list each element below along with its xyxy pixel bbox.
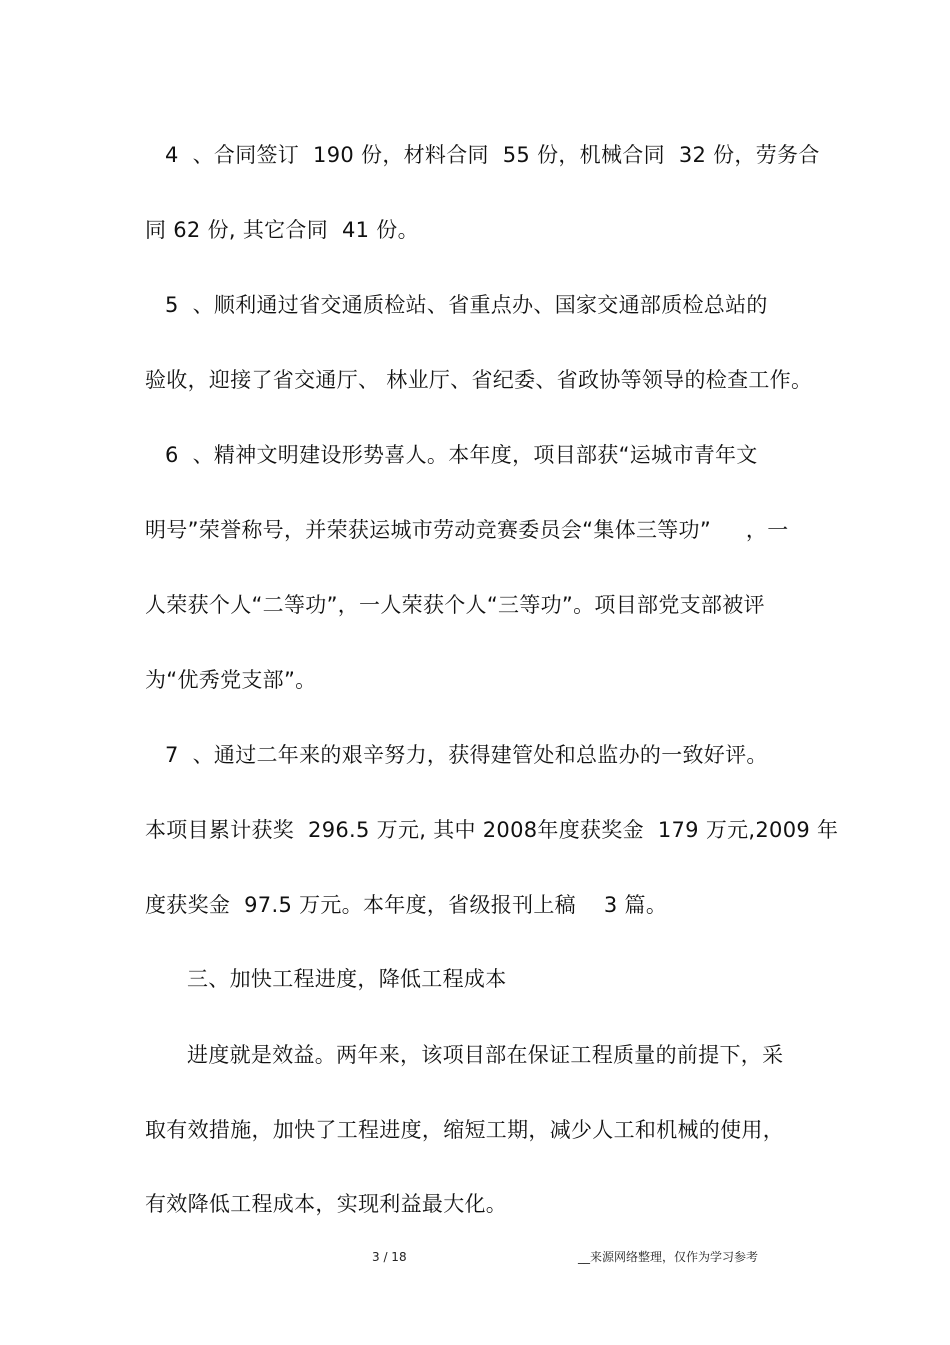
body-line: 进度就是效益。两年来，该项目部在保证工程质量的前提下，采 bbox=[187, 1043, 784, 1067]
body-line: 5 、顺利通过省交通质检站、省重点办、国家交通部质检总站的 bbox=[165, 293, 768, 317]
body-line: 度获奖金 97.5 万元。本年度，省级报刊上稿 3 篇。 bbox=[145, 893, 668, 917]
section-heading: 三、加快工程进度，降低工程成本 bbox=[187, 967, 507, 991]
body-line: 6 、精神文明建设形势喜人。本年度，项目部获“运城市青年文 bbox=[165, 443, 758, 467]
body-line: 验收，迎接了省交通厅、 林业厅、省纪委、省政协等领导的检查工作。 bbox=[145, 368, 813, 392]
body-line: 明号”荣誉称号，并荣获运城市劳动竞赛委员会“集体三等功” ，一 bbox=[145, 518, 789, 542]
source-note: __来源网络整理，仅作为学习参考 bbox=[578, 1250, 759, 1264]
body-line: 同 62 份, 其它合同 41 份。 bbox=[145, 218, 419, 242]
page-number: 3 / 18 bbox=[372, 1250, 407, 1264]
body-line: 4 、合同签订 190 份，材料合同 55 份，机械合同 32 份，劳务合 bbox=[165, 143, 820, 167]
body-line: 人荣获个人“二等功”，一人荣获个人“三等功”。项目部党支部被评 bbox=[145, 593, 765, 617]
body-line: 为“优秀党支部”。 bbox=[145, 668, 317, 692]
body-line: 有效降低工程成本，实现利益最大化。 bbox=[145, 1192, 508, 1216]
body-line: 7 、通过二年来的艰辛努力，获得建管处和总监办的一致好评。 bbox=[165, 743, 768, 767]
body-line: 本项目累计获奖 296.5 万元, 其中 2008年度获奖金 179 万元,2009 年 bbox=[145, 818, 839, 842]
body-line: 取有效措施，加快了工程进度，缩短工期，减少人工和机械的使用， bbox=[145, 1118, 784, 1142]
